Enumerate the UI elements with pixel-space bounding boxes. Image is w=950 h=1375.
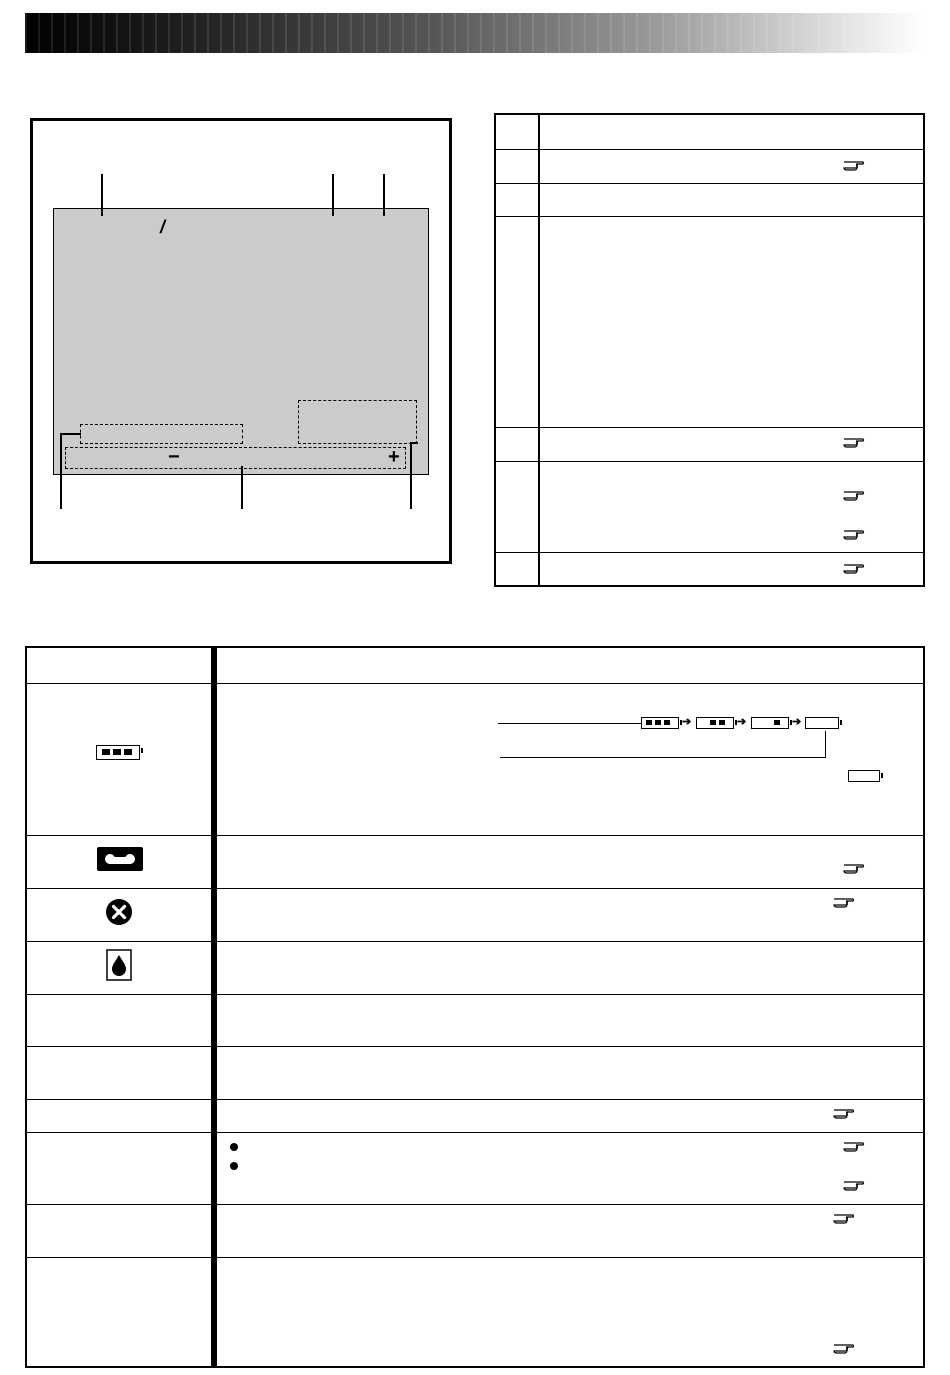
battery-icon [96,745,140,760]
page-reference-icon [843,1179,865,1193]
page-reference-icon [843,562,865,576]
callout-line-top-right [383,174,385,216]
reference-row-divider [496,552,923,553]
battery-full-icon [641,717,679,729]
page-reference-icon [843,862,865,876]
page-reference-icon [833,1342,855,1356]
page-reference-icon [843,1140,865,1154]
reference-row-divider [496,149,923,150]
reference-row-divider [496,216,923,217]
callout-line-bottom-mid [241,466,243,509]
battery-one-third-icon [751,717,789,729]
page-reference-icon [833,1212,855,1226]
lcd-plus-glyph: + [388,446,400,468]
battery-diagram-line [825,731,826,758]
indicator-table [25,646,925,1368]
warning-x-icon [105,898,133,926]
lcd-slash-glyph: / [160,217,166,237]
battery-two-thirds-icon [696,717,734,729]
reference-row-divider [496,183,923,184]
indicator-row-divider [27,683,923,684]
callout-line-bottom-left [60,433,62,509]
cassette-icon [97,847,143,871]
callout-connector-left [60,433,81,435]
indicator-row-divider [27,1046,923,1047]
reference-table [494,113,925,587]
bullet-point [230,1143,238,1151]
reference-row-divider [496,427,923,428]
indicator-row-divider [27,941,923,942]
reference-row-divider [496,461,923,462]
callout-line-top-left [101,174,103,216]
arrow-right-icon: ➔ [737,716,747,728]
indicator-row-divider [27,1099,923,1100]
page-reference-icon [833,1107,855,1121]
indicator-row-divider [27,1204,923,1205]
battery-empty-icon [805,717,839,729]
page-reference-icon [833,896,855,910]
arrow-right-icon: ➔ [682,716,692,728]
condensation-drop-icon [106,949,132,981]
page-reference-icon [843,436,865,450]
page-reference-icon [843,528,865,542]
callout-line-bottom-right [410,442,412,509]
reference-table-column-divider [538,115,540,585]
lcd-dashed-area-bottom [65,447,406,469]
battery-diagram-line [498,723,641,724]
header-gradient-bar [25,13,925,53]
indicator-row-divider [27,888,923,889]
lcd-dashed-area-left [80,424,243,444]
page-reference-icon [843,159,865,173]
bullet-point [230,1162,238,1170]
indicator-row-divider [27,1257,923,1258]
battery-diagram-line [500,757,826,758]
indicator-row-divider [27,994,923,995]
callout-line-top-mid [332,174,334,216]
lcd-dashed-area-right [298,400,417,444]
arrow-right-icon: ➔ [792,716,802,728]
indicator-row-divider [27,835,923,836]
indicator-row-divider [27,1132,923,1133]
indicator-table-column-divider [211,648,217,1366]
page-reference-icon [843,489,865,503]
battery-empty-blink-icon [848,770,880,782]
lcd-minus-glyph: − [168,446,180,468]
